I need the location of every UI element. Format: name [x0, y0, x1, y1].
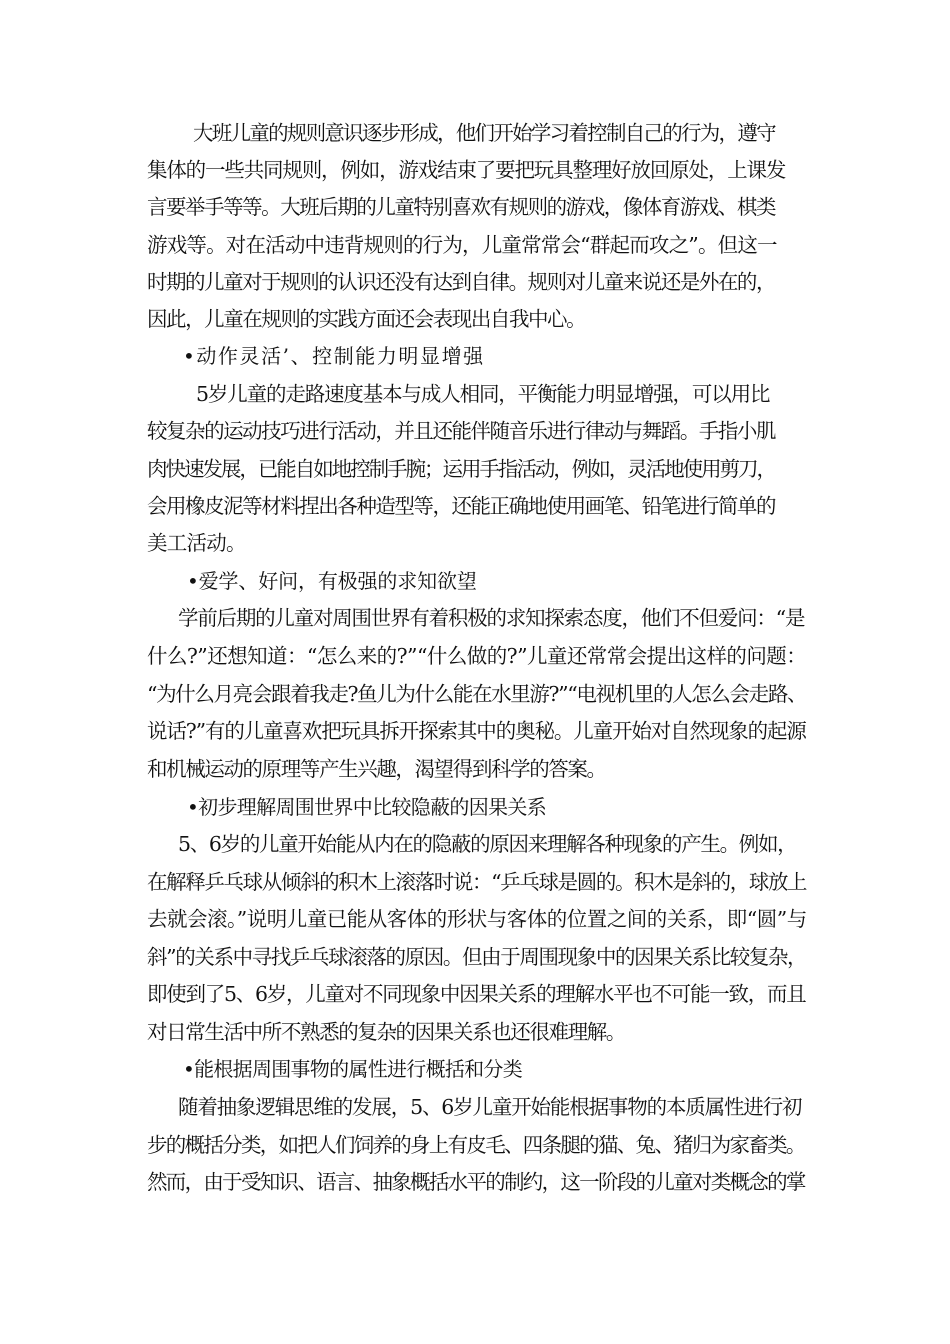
section-heading: •爱学、好问，有极强的求知欲望	[187, 569, 477, 593]
section-heading: •初步理解周围世界中比较隐蔽的因果关系	[187, 795, 547, 819]
text-line: 言要举手等等。大班后期的儿童特别喜欢有规则的游戏，像体育游戏、棋类	[147, 195, 775, 219]
text-line: 会用橡皮泥等材料捏出各种造型等，还能正确地使用画笔、铅笔进行简单的	[147, 494, 775, 518]
text-line: 对日常生活中所不熟悉的复杂的因果关系也还很难理解。	[147, 1020, 625, 1044]
text-line: 学前后期的儿童对周围世界有着积极的求知探索态度，他们不但爱问：“是	[178, 606, 805, 630]
text-line: 美工活动。	[147, 531, 246, 555]
text-line: 5岁儿童的走路速度基本与成人相同，平衡能力明显增强，可以用比	[196, 382, 770, 406]
text-line: 集体的一些共同规则，例如，游戏结束了要把玩具整理好放回原处，上课发	[147, 158, 786, 182]
text-line: 时期的儿童对于规则的认识还没有达到自律。规则对儿童来说还是外在的，	[147, 270, 775, 294]
text-line: 即使到了5、6岁，儿童对不同现象中因果关系的理解水平也不可能一致，而且	[147, 982, 806, 1006]
section-heading: •能根据周围事物的属性进行概括和分类	[183, 1057, 523, 1081]
text-line: 在解释乒乓球从倾斜的积木上滚落时说：“乒乓球是圆的。积木是斜的，球放上	[147, 870, 807, 894]
text-line: 因此，儿童在规则的实践方面还会表现出自我中心。	[147, 307, 586, 331]
text-line: 去就会滚。”说明儿童已能从客体的形状与客体的位置之间的关系，即“圆”与	[147, 907, 807, 931]
text-line: “为什么月亮会跟着我走?鱼儿为什么能在水里游?”“电视机里的人怎么会走路、	[147, 682, 807, 706]
text-line: 肉快速发展，已能自如地控制手腕；运用手指活动，例如，灵活地使用剪刀，	[147, 457, 775, 481]
text-line: 较复杂的运动技巧进行活动，并且还能伴随音乐进行律动与舞蹈。手指小肌	[147, 419, 775, 443]
text-line: 随着抽象逻辑思维的发展，5、6岁儿童开始能根据事物的本质属性进行初	[178, 1095, 802, 1119]
text-line: 说话?”有的儿童喜欢把玩具拆开探索其中的奥秘。儿童开始对自然现象的起源	[147, 719, 806, 743]
text-line: 步的概括分类，如把人们饲养的身上有皮毛、四条腿的猫、兔、猪归为家畜类。	[147, 1133, 805, 1157]
section-heading: •动作灵活’、控制能力明显增强	[183, 344, 485, 368]
text-line: 大班儿童的规则意识逐步形成，他们开始学习着控制自己的行为，遵守	[193, 121, 775, 145]
text-line: 5、6岁的儿童开始能从内在的隐蔽的原因来理解各种现象的产生。例如，	[178, 832, 797, 856]
text-line: 什么?”还想知道：“怎么来的?”“什么做的?”儿童还常常会提出这样的问题：	[147, 644, 807, 668]
text-line: 斜”的关系中寻找乒乓球滚落的原因。但由于周围现象中的因果关系比较复杂，	[147, 945, 807, 969]
text-line: 和机械运动的原理等产生兴趣，渴望得到科学的答案。	[147, 757, 606, 781]
text-line: 游戏等。对在活动中违背规则的行为，儿童常常会“群起而攻之”。但这一	[147, 233, 777, 257]
text-line: 然而，由于受知识、语言、抽象概括水平的制约，这一阶段的儿童对类概念的掌	[147, 1170, 805, 1194]
